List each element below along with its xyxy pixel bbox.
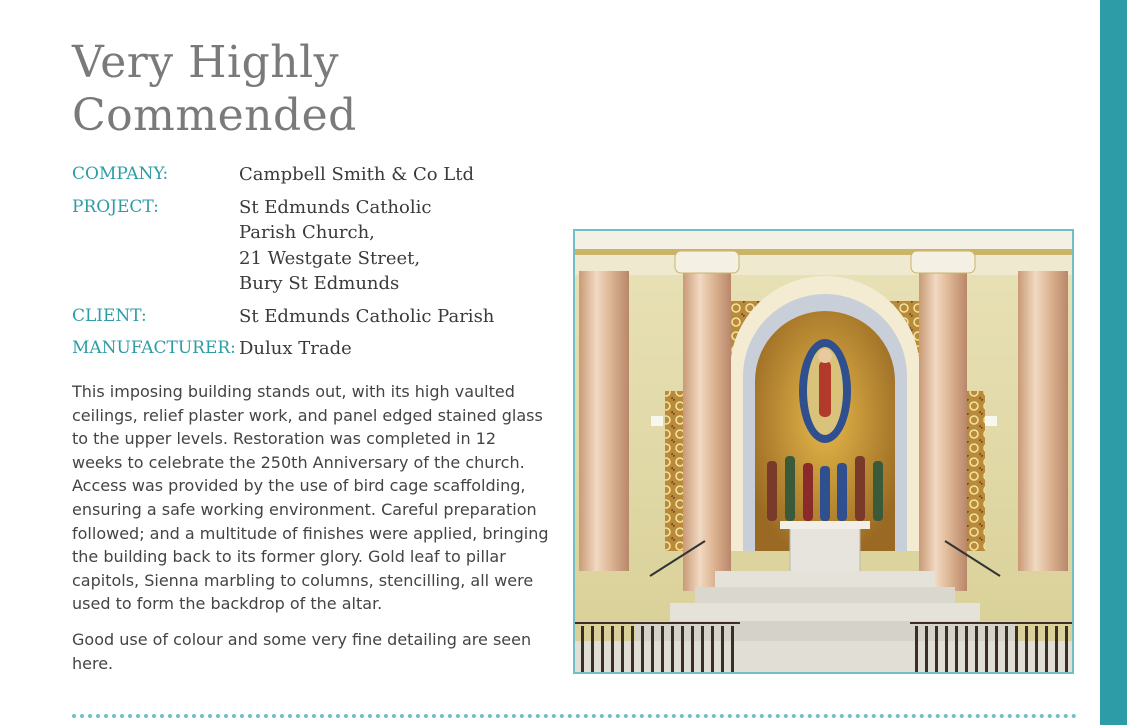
project-line-4: Bury St Edmunds xyxy=(239,273,400,294)
project-line-3: 21 Westgate Street, xyxy=(239,247,421,269)
company-value: Campbell Smith & Co Ltd xyxy=(239,164,474,185)
client-label: CLIENT: xyxy=(72,305,147,326)
side-accent-stripe xyxy=(1100,0,1127,725)
page-title xyxy=(72,36,357,142)
project-line-1: St Edmunds Catholic xyxy=(239,196,432,218)
title-line-1: Very Highly xyxy=(72,37,340,88)
description xyxy=(72,380,550,687)
description-paragraph-1: This imposing building stands out, with its high vaulted ceilings, relief plaster work, and panel edged stained glass to the upper levels. Restoration was completed in 12 weeks to celebrate the 250th Anniversary of the church. Access was provided by the use of bird cage scaffolding, ensuring a safe working environment. Careful preparation followed; and a multitude of finishes were applied, bringing the building back to its former glory. Gold leaf to pillar capitols, Sienna marbling to columns, stencilling, all were used to form the backdrop of the altar. xyxy=(72,382,549,614)
altar-illustration xyxy=(575,231,1072,672)
project-label: PROJECT: xyxy=(72,196,159,217)
church-altar-photo xyxy=(573,229,1074,674)
project-line-2: Parish Church, xyxy=(239,222,375,243)
manufacturer-value: Dulux Trade xyxy=(239,338,352,359)
description-paragraph-2: Good use of colour and some very fine detailing are seen here. xyxy=(72,629,532,673)
project-facts xyxy=(72,162,552,369)
title-line-2: Commended xyxy=(72,90,357,141)
project-value xyxy=(239,195,431,297)
fact-project xyxy=(72,195,552,297)
bottom-dotted-divider xyxy=(72,714,1077,718)
client-value: St Edmunds Catholic Parish xyxy=(239,305,495,327)
fact-client xyxy=(72,304,552,330)
fact-manufacturer xyxy=(72,336,552,362)
manufacturer-label: MANUFACTURER: xyxy=(72,338,236,358)
company-label: COMPANY: xyxy=(72,164,169,184)
fact-company xyxy=(72,162,552,188)
